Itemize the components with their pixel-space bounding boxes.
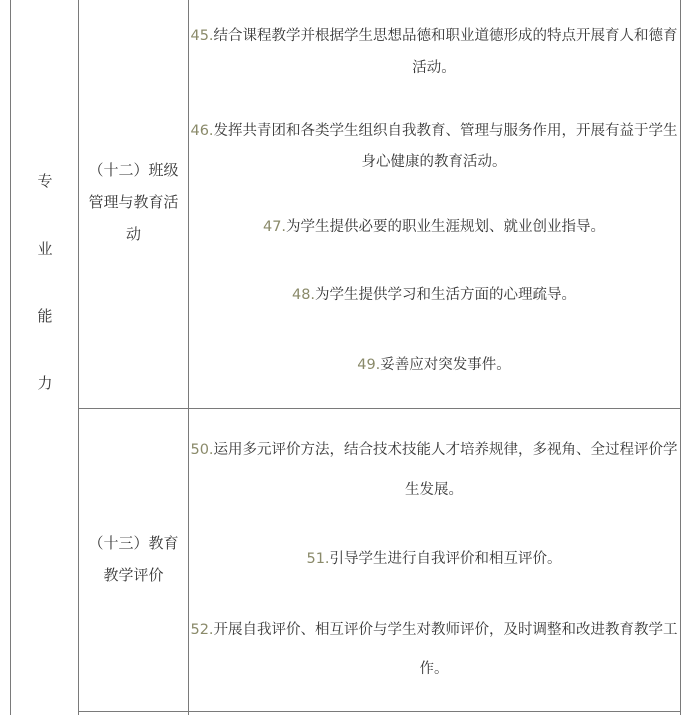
item-text: 运用多元评价方法，结合技术技能人才培养规律，多视角、全过程评价学 [213,442,678,458]
list-item-continuation: 生发展。 [405,482,463,498]
item-text: 为学生提供必要的职业生涯规划、就业创业指导。 [286,219,606,235]
list-item [190,22,678,50]
table-border-right [680,0,681,715]
item-number: 48. [291,287,316,303]
row-divider-bottom [78,711,681,712]
subcategory-line: 动 [125,225,141,243]
domain-char: 业 [37,240,53,258]
item-number: 50. [190,442,214,458]
list-item-continuation: 活动。 [412,60,456,76]
table-border-left [10,0,11,715]
item-text: 为学生提供学习和生活方面的心理疏导。 [315,287,577,303]
domain-char: 专 [37,172,53,190]
subcategory-line: 管理与教育活 [88,193,179,211]
item-text: 开展自我评价、相互评价与学生对教师评价，及时调整和改进教育教学工 [213,622,678,638]
list-item-continuation: 身心健康的教育活动。 [361,154,507,170]
subcategory-line: （十三）教育 [88,534,179,552]
item-text: 结合课程教学并根据学生思想品德和职业道德形成的特点开展育人和德育 [213,28,678,44]
table-divider-domain [78,0,79,715]
list-item [190,545,678,573]
item-text: 引导学生进行自我评价和相互评价。 [329,551,562,567]
domain-char: 力 [37,374,53,392]
item-text: 妥善应对突发事件。 [380,357,511,373]
list-item [190,351,678,379]
list-item [190,436,678,464]
list-item [190,281,678,309]
list-item [190,213,678,241]
item-number: 51. [306,551,330,567]
item-text: 发挥共青团和各类学生组织自我教育、管理与服务作用，开展有益于学生 [213,123,678,139]
item-number: 47. [262,219,287,235]
item-number: 49. [357,357,381,373]
table-divider-subcategory [188,0,189,715]
item-number: 46. [190,123,214,139]
list-item-continuation: 作。 [419,661,449,677]
item-number: 52. [190,622,214,638]
list-item [190,117,678,145]
subcategory-line: （十二）班级 [88,161,179,179]
subcategory-line: 教学评价 [103,566,164,584]
list-item [190,616,678,644]
row-divider-section-12-13 [78,408,681,409]
domain-char: 能 [37,307,53,325]
item-number: 45. [190,28,214,44]
